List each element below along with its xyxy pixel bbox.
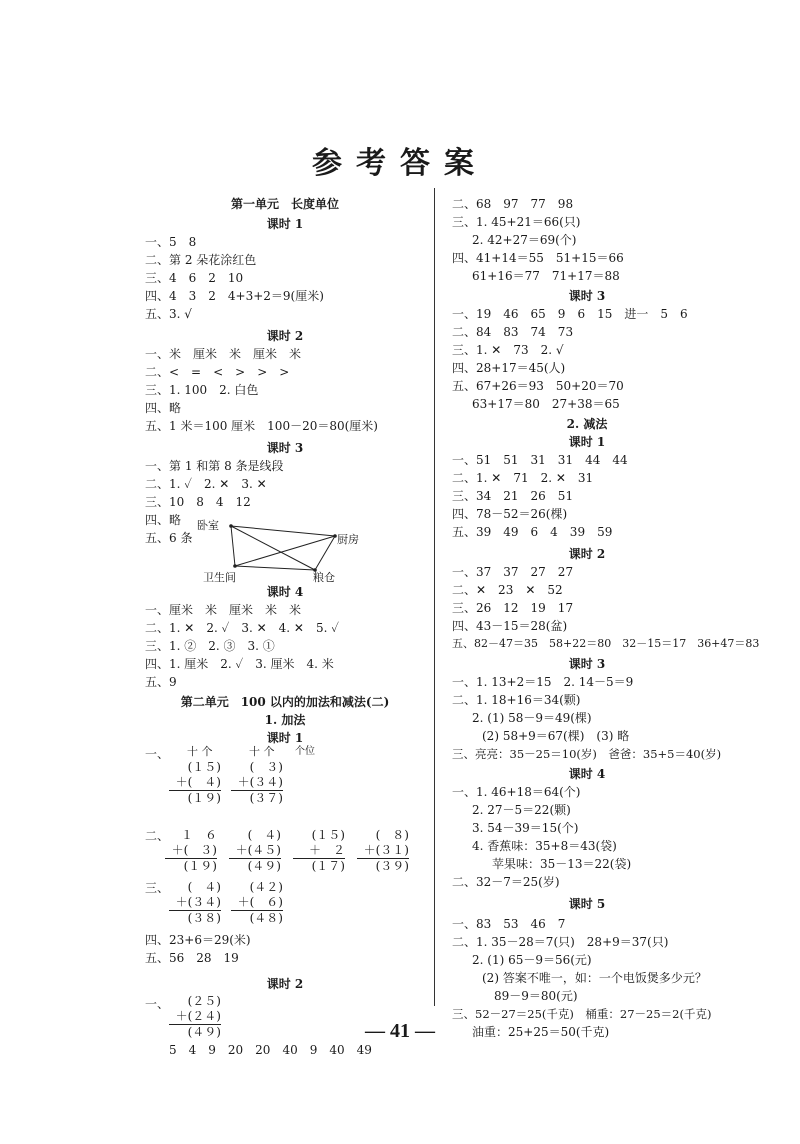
- answer-line: 一、米 厘米 米 厘米 米: [145, 347, 302, 361]
- answer-line: 四、略: [145, 401, 182, 415]
- answer-line: 一、第 1 和第 8 条是线段: [145, 459, 284, 473]
- answer-line: 2. (1) 65－9＝56(元): [472, 953, 592, 967]
- answer-line: 二、84 83 74 73: [452, 325, 574, 339]
- answer-line: 一、51 51 31 31 44 44: [452, 453, 628, 467]
- addend-row: ＋(２４): [175, 1009, 221, 1023]
- addend-row: ( ８): [375, 828, 409, 842]
- sum-row: (４９): [187, 1025, 221, 1039]
- answer-line: 89－9＝80(元): [494, 989, 578, 1003]
- diagram-label-kitchen: 厨房: [337, 533, 359, 546]
- addend-row: ＋( ６): [237, 895, 283, 909]
- unit2-subtitle: 1. 加法: [264, 713, 306, 727]
- sum-row: (１９): [187, 791, 221, 805]
- answer-line: (2) 答案不唯一，如：一个电饭煲多少元？: [482, 971, 707, 985]
- answer-line: 二、1. ✕ 71 2. ✕ 31: [452, 471, 594, 485]
- answer-line: 三、34 21 26 51: [452, 489, 574, 503]
- answer-line: 二、1. 35－28＝7(只) 28+9＝37(只): [452, 935, 669, 949]
- addend-row: (１５): [311, 828, 345, 842]
- answer-line: 苹果味：35－13＝22(袋): [492, 857, 632, 871]
- answer-line: 4. 香蕉味：35+8＝43(袋): [472, 839, 617, 853]
- sum-row: (４９): [247, 859, 281, 873]
- answer-line: 二、32－7＝25(岁): [452, 875, 560, 889]
- lesson-heading: 课时 2: [266, 977, 304, 991]
- addend-row: (１５): [187, 760, 221, 774]
- addend-row: ( ４): [247, 828, 281, 842]
- lesson-heading: 课时 1: [266, 217, 304, 231]
- question-label: 一、: [145, 997, 170, 1011]
- answer-line: 五、39 49 6 4 39 59: [452, 525, 613, 539]
- answer-line: 5 4 9 20 20 40 9 40 49: [169, 1043, 372, 1057]
- answer-line: 五、3. √: [145, 307, 192, 321]
- page-title: 参考答案: [312, 146, 488, 181]
- lesson-heading: 课时 3: [266, 441, 304, 455]
- lesson-heading: 课时 4: [568, 767, 606, 781]
- answer-line: 五、56 28 19: [145, 951, 239, 965]
- answer-line: 五、82－47＝35 58+22＝80 32－15＝17 36+47＝83: [452, 637, 760, 650]
- diagram-label-bathroom: 卫生间: [203, 571, 236, 584]
- addend-row: (２５): [187, 994, 221, 1008]
- addend-row: ＋ ２: [308, 843, 345, 857]
- question-label: 三、: [145, 881, 170, 895]
- answer-line: 一、5 8: [145, 235, 197, 249]
- answer-line: 二、< = < > > >: [145, 365, 290, 379]
- page-number: — 41 —: [365, 1020, 435, 1042]
- answer-line: 63+17＝80 27+38＝65: [472, 397, 620, 411]
- addend-row: ＋(３１): [363, 843, 409, 857]
- answer-line: 四、28+17＝45(人): [452, 361, 566, 375]
- answer-line: 油重：25+25＝50(千克): [472, 1025, 610, 1039]
- lesson-heading: 课时 5: [568, 897, 606, 911]
- section-subtitle: 2. 减法: [566, 417, 608, 431]
- lesson-heading: 课时 3: [568, 289, 606, 303]
- answer-line: 一、37 37 27 27: [452, 565, 574, 579]
- answer-line: 一、1. 13+2＝15 2. 14－5＝9: [452, 675, 634, 689]
- diagram-label-granary: 粮仓: [313, 571, 335, 584]
- answer-line: 3. 54－39＝15(个): [472, 821, 579, 835]
- unit2-title: 第二单元 100 以内的加法和减法(二): [180, 695, 390, 709]
- place-value-header: 个位: [295, 746, 315, 757]
- sum-row: (３７): [249, 791, 283, 805]
- answer-line: 三、亮亮：35－25＝10(岁) 爸爸：35+5＝40(岁): [452, 747, 722, 761]
- answer-line: 五、67+26＝93 50+20＝70: [452, 379, 624, 393]
- answer-line: 五、6 条: [145, 531, 193, 545]
- answer-line: 二、68 97 77 98: [452, 197, 574, 211]
- answer-line: 2. (1) 58－9＝49(棵): [472, 711, 592, 725]
- sum-row: (１７): [311, 859, 345, 873]
- answer-line: 四、23+6＝29(米): [145, 933, 251, 947]
- answer-line: 四、4 3 2 4+3+2＝9(厘米): [145, 289, 324, 303]
- answer-line: (2) 58+9＝67(棵) (3) 略: [482, 729, 630, 743]
- question-label: 一、: [145, 747, 170, 761]
- addend-row: １ ６: [180, 828, 217, 842]
- addend-row: ( ３): [249, 760, 283, 774]
- answer-line: 三、52－27＝25(千克) 桶重：27－25＝2(千克): [452, 1007, 712, 1021]
- answer-line: 四、78－52＝26(棵): [452, 507, 568, 521]
- answer-line: 61+16＝77 71+17＝88: [472, 269, 620, 283]
- addend-row: ＋(３４): [175, 895, 221, 909]
- answer-line: 二、✕ 23 ✕ 52: [452, 583, 563, 597]
- answer-line: 一、83 53 46 7: [452, 917, 566, 931]
- lesson-heading: 课时 1: [266, 731, 304, 745]
- addend-row: (４２): [249, 880, 283, 894]
- answer-line: 五、9: [145, 675, 177, 689]
- answer-line: 五、1 米＝100 厘米 100－20＝80(厘米): [145, 419, 378, 433]
- lesson-heading: 课时 4: [266, 585, 304, 599]
- lesson-heading: 课时 1: [568, 435, 606, 449]
- unit1-title: 第一单元 长度单位: [230, 197, 339, 211]
- sum-row: (４８): [249, 911, 283, 925]
- answer-line: 一、19 46 65 9 6 15 进一 5 6: [452, 307, 688, 321]
- question-label: 二、: [145, 829, 170, 843]
- sum-row: (３９): [375, 859, 409, 873]
- answer-line: 三、1. 100 2. 白色: [145, 383, 259, 397]
- sum-row: (１９): [183, 859, 217, 873]
- answer-line: 三、26 12 19 17: [452, 601, 574, 615]
- answer-line: 2. 42+27＝69(个): [472, 233, 577, 247]
- answer-line: 四、略: [145, 513, 182, 527]
- addend-row: ＋( ４): [175, 775, 221, 789]
- addend-row: ＋(３４): [237, 775, 283, 789]
- addend-row: ＋( ３): [171, 843, 217, 857]
- answer-line: 三、1. ✕ 73 2. √: [452, 343, 564, 357]
- column-divider: [434, 188, 435, 1006]
- answer-line: 二、1. ✓ 2. ✕ 3. ✕: [145, 477, 267, 491]
- answer-line: 二、1. ✕ 2. ✓ 3. ✕ 4. ✕ 5. ✓: [145, 621, 339, 635]
- lesson-heading: 课时 2: [266, 329, 304, 343]
- answer-line: 二、1. 18+16＝34(颗): [452, 693, 581, 707]
- answer-line: 一、1. 46+18＝64(个): [452, 785, 581, 799]
- answer-line: 四、1. 厘米 2. ✓ 3. 厘米 4. 米: [145, 657, 334, 671]
- place-value-header: 十 个: [249, 745, 275, 758]
- answer-line: 三、1. ② 2. ③ 3. ①: [145, 639, 275, 653]
- answer-line: 三、1. 45+21＝66(只): [452, 215, 581, 229]
- room-path-diagram: [225, 522, 355, 578]
- lesson-heading: 课时 3: [568, 657, 606, 671]
- answer-line: 三、10 8 4 12: [145, 495, 251, 509]
- addend-row: ( ４): [187, 880, 221, 894]
- addend-row: ＋(４５): [235, 843, 281, 857]
- sum-row: (３８): [187, 911, 221, 925]
- lesson-heading: 课时 2: [568, 547, 606, 561]
- diagram-label-bedroom: 卧室: [197, 519, 219, 532]
- answer-line: 四、41+14＝55 51+15＝66: [452, 251, 624, 265]
- answer-line: 四、43－15＝28(盆): [452, 619, 568, 633]
- answer-line: 一、厘米 米 厘米 米 米: [145, 603, 302, 617]
- answer-line: 三、4 6 2 10: [145, 271, 244, 285]
- answer-line: 2. 27－5＝22(颗): [472, 803, 571, 817]
- answer-line: 二、第 2 朵花涂红色: [145, 253, 257, 267]
- place-value-header: 十 个: [187, 745, 213, 758]
